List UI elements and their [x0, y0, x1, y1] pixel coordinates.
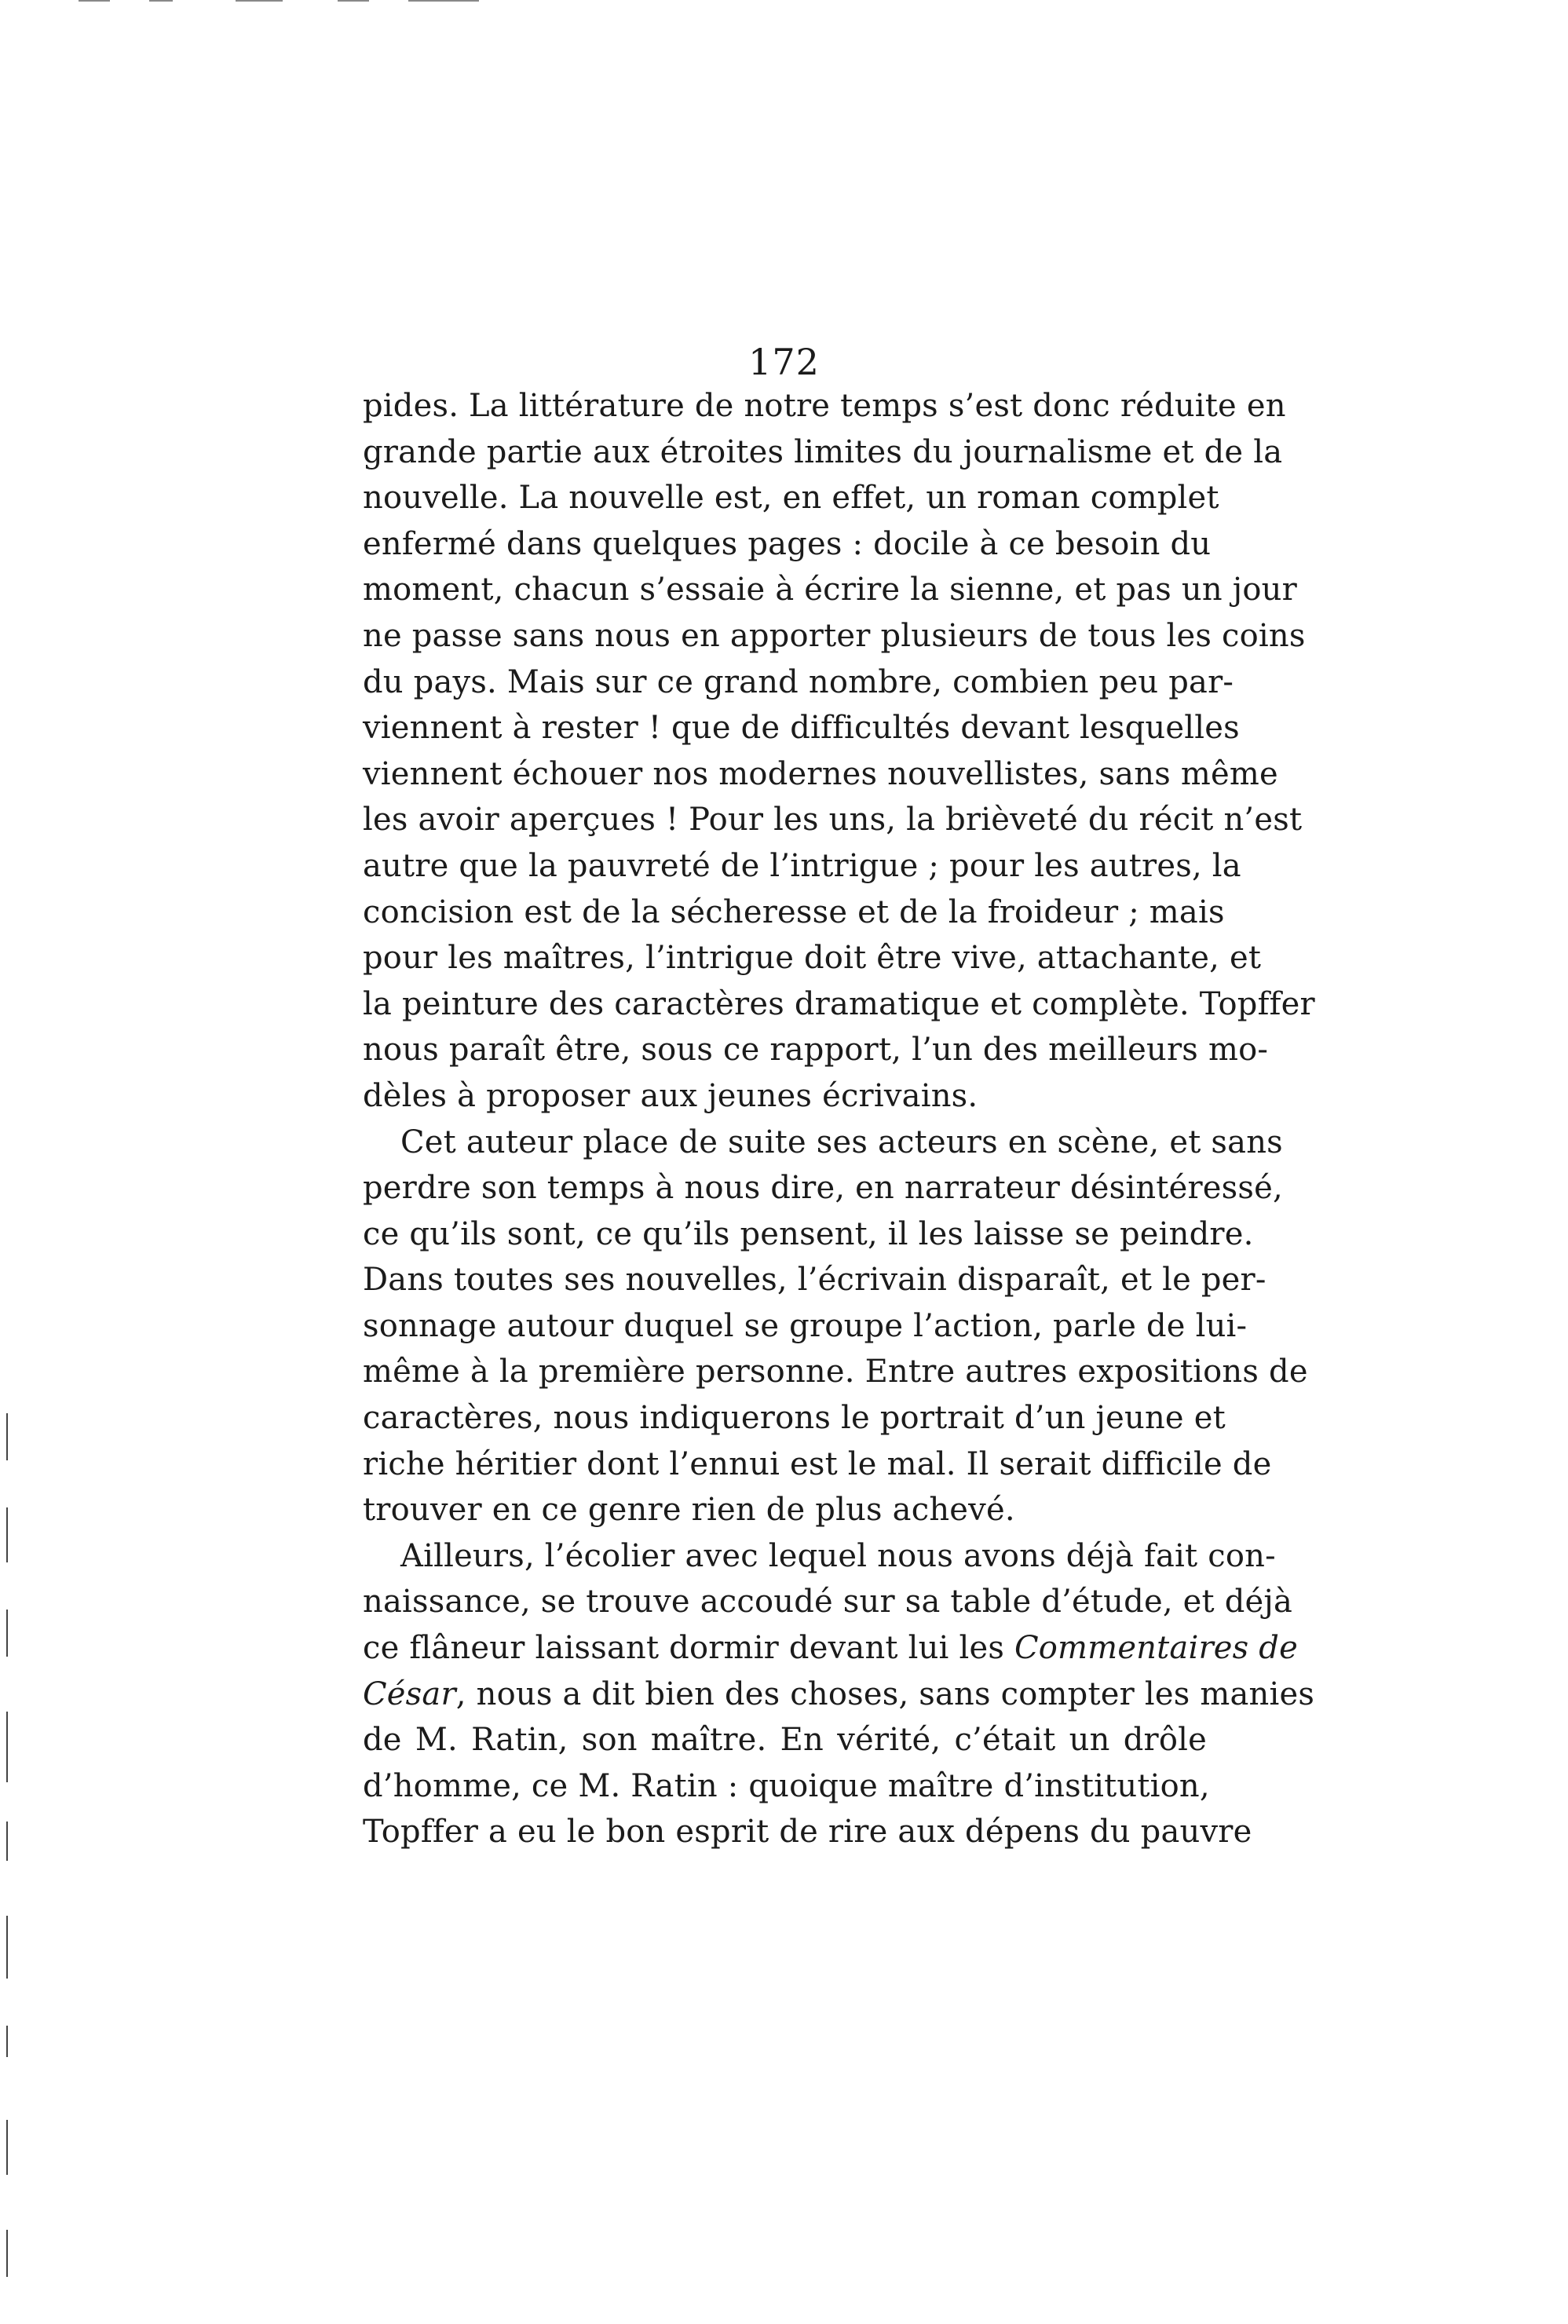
- text-line: pour les maîtres, l’intrigue doit être vive, attachante, et: [363, 940, 1262, 977]
- italic-title: César: [363, 1675, 456, 1712]
- text-line: perdre son temps à nous dire, en narrateur désintéressé,: [363, 1170, 1283, 1207]
- text-line: Topffer a eu le bon esprit de rire aux dépens du pauvre: [363, 1814, 1252, 1851]
- scan-artifact-top: [79, 0, 518, 5]
- text-line: ne passe sans nous en apporter plusieurs de tous les coins: [363, 617, 1306, 654]
- text-line: grande partie aux étroites limites du journalisme et de la: [363, 433, 1283, 470]
- text-line: riche héritier dont l’ennui est le mal. Il serait difficile de: [363, 1445, 1272, 1482]
- text-line: nouvelle. La nouvelle est, en effet, un roman complet: [363, 480, 1219, 517]
- text-line: caractères, nous indiquerons le portrait d’un jeune et: [363, 1400, 1226, 1437]
- text-line: viennent échouer nos modernes nouvellistes, sans même: [363, 755, 1278, 792]
- text-segment: ce flâneur laissant dormir devant lui les: [363, 1630, 1014, 1667]
- text-line: les avoir aperçues ! Pour les uns, la brièveté du récit n’est: [363, 802, 1303, 839]
- text-line: nous paraît être, sous ce rapport, l’un des meilleurs mo-: [363, 1032, 1269, 1069]
- text-line: du pays. Mais sur ce grand nombre, combien peu par-: [363, 663, 1234, 700]
- text-line: trouver en ce genre rien de plus achevé.: [363, 1492, 1015, 1529]
- text-line: enfermé dans quelques pages : docile à ce besoin du: [363, 525, 1212, 562]
- text-line: de M. Ratin, son maître. En vérité, c’était un drôle: [363, 1722, 1207, 1759]
- italic-title: Commentaires de: [1014, 1630, 1298, 1667]
- text-line: [363, 1625, 1298, 1672]
- text-line: dèles à proposer aux jeunes écrivains.: [363, 1077, 978, 1114]
- text-segment: , nous a dit bien des choses, sans compter les manies: [455, 1675, 1315, 1712]
- text-line: Dans toutes ses nouvelles, l’écrivain disparaît, et le per-: [363, 1262, 1266, 1299]
- text-line: moment, chacun s’essaie à écrire la sienne, et pas un jour: [363, 572, 1297, 608]
- body-text: [363, 383, 1315, 1855]
- text-line: [363, 1672, 1315, 1718]
- text-line: ce qu’ils sont, ce qu’ils pensent, il les laisse se peindre.: [363, 1215, 1254, 1252]
- text-line: naissance, se trouve accoudé sur sa table d’étude, et déjà: [363, 1584, 1293, 1621]
- text-line: même à la première personne. Entre autres expositions de: [363, 1354, 1308, 1390]
- page-number: 172: [748, 341, 820, 383]
- text-line: Cet auteur place de suite ses acteurs en scène, et sans: [400, 1124, 1283, 1160]
- text-line: pides. La littérature de notre temps s’est donc réduite en: [363, 388, 1286, 424]
- text-line: d’homme, ce M. Ratin : quoique maître d’institution,: [363, 1767, 1210, 1804]
- text-line: la peinture des caractères dramatique et complète. Topffer: [363, 985, 1315, 1022]
- text-line: sonnage autour duquel se groupe l’action, parle de lui-: [363, 1307, 1248, 1344]
- text-line: autre que la pauvreté de l’intrigue ; pour les autres, la: [363, 847, 1241, 884]
- text-line: viennent à rester ! que de difficultés devant lesquelles: [363, 710, 1240, 747]
- text-line: concision est de la sécheresse et de la froideur ; mais: [363, 893, 1225, 930]
- scan-artifact-margin: [6, 1413, 11, 2293]
- text-line: Ailleurs, l’écolier avec lequel nous avons déjà fait con-: [400, 1537, 1276, 1574]
